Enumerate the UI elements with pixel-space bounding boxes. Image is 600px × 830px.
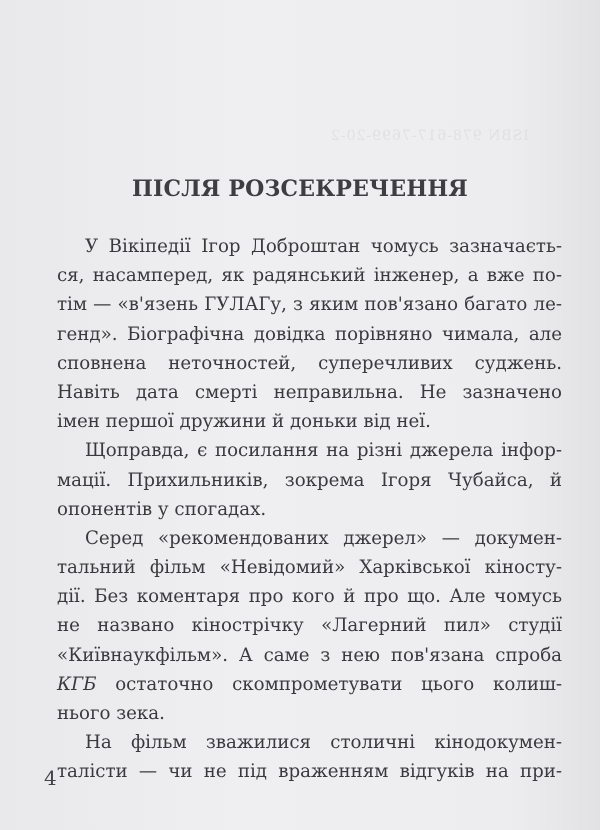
text-line: мації. Прихильників, зокрема Ігоря Чубайса, й — [57, 469, 562, 491]
text-line: На фільм зважилися столичні кінодокумен- — [85, 732, 562, 754]
text-line: У Вікіпедії Ігор Доброштан чомусь зазначаєть- — [85, 236, 562, 257]
chapter-title: ПІСЛЯ РОЗСЕКРЕЧЕННЯ — [132, 176, 468, 202]
show-through-from-reverse: ISBN 978-617-7699-20-2 — [330, 128, 529, 144]
text-line: Щоправда, є посилання на різні джерела інфор- — [85, 440, 562, 462]
text-line: «Київнаукфільм». А саме з нею пов'язана спроба — [57, 644, 562, 666]
text-line: не названо кінострічку «Лагерний пил» студії — [57, 615, 562, 637]
text-line: талісти — чи не під враженням відгуків на при- — [57, 761, 562, 783]
text-line-rest: остаточно скомпрометувати цього колиш- — [96, 673, 562, 695]
italic-abbreviation: КГБ — [57, 673, 97, 695]
body-text — [57, 232, 562, 787]
text-line: тім — «в'язень ГУЛАГу, з яким пов'язано багато ле- — [57, 294, 562, 316]
text-line: опонентів у спогадах. — [57, 498, 267, 520]
text-line: імен першої дружини й доньки від неї. — [57, 411, 431, 433]
text-line: Серед «рекомендованих джерел» — докумен- — [85, 527, 562, 549]
text-line: тальний фільм «Невідомий» Харківської кіносту- — [57, 557, 562, 579]
text-line: генд». Біографічна довідка порівняно чимала, але — [57, 323, 562, 345]
text-line: ся, насамперед, як радянський інженер, а вже по- — [57, 265, 562, 287]
text-line: Навіть дата смерті неправильна. Не зазначено — [57, 381, 562, 403]
text-line — [57, 670, 562, 699]
text-line: нього зека. — [57, 703, 165, 724]
page-number: 4 — [44, 766, 57, 790]
text-line: сповнена неточностей, суперечливих суджень. — [57, 352, 562, 374]
text-line: дії. Без коментаря про кого й про що. Але чомусь — [57, 586, 562, 608]
